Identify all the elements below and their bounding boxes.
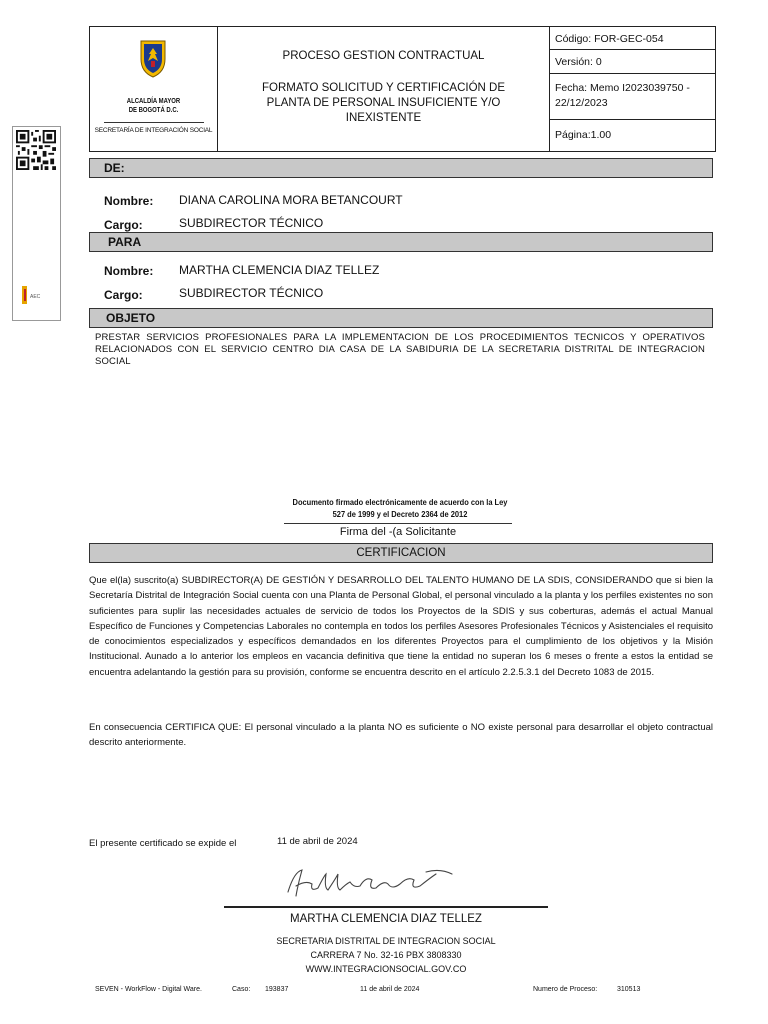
alcaldia-label: ALCALDÍA MAYOR DE BOGOTÁ D.C. <box>126 98 181 114</box>
para-nombre-label: Nombre: <box>104 264 154 278</box>
meta-cell <box>550 27 715 151</box>
qr-code-icon <box>16 130 56 170</box>
bogota-coat-of-arms-icon <box>138 39 168 79</box>
logo-divider <box>104 122 204 123</box>
signatory-line <box>224 906 548 908</box>
signatory-address: CARRERA 7 No. 32-16 PBX 3808330 <box>310 950 462 960</box>
logo-cell <box>90 27 218 151</box>
process-title: PROCESO GESTION CONTRACTUAL <box>282 50 485 62</box>
signature-line <box>284 523 512 524</box>
version-field: Versión: 0 <box>550 50 715 74</box>
signatory-web: WWW.INTEGRACIONSOCIAL.GOV.CO <box>305 964 467 974</box>
footer-system: SEVEN - WorkFlow - Digital Ware. <box>95 986 202 993</box>
bogota-logo-icon <box>20 284 50 308</box>
de-section-bar: DE: <box>89 158 713 178</box>
para-nombre-value: MARTHA CLEMENCIA DIAZ TELLEZ <box>179 263 380 277</box>
de-nombre-value: DIANA CAROLINA MORA BETANCOURT <box>179 193 403 207</box>
de-nombre-label: Nombre: <box>104 194 154 208</box>
objeto-section-bar: OBJETO <box>89 308 713 328</box>
para-section-bar: PARA <box>89 232 713 252</box>
de-cargo-label: Cargo: <box>104 218 143 232</box>
footer-proceso: 310513 <box>617 986 641 993</box>
de-cargo-value: SUBDIRECTOR TÉCNICO <box>179 216 324 230</box>
certificacion-paragraph-2: En consecuencia CERTIFICA QUE: El personal vinculado a la planta NO es suficiente o NO existe personal para desarrollar el objeto contractual descrito anteriormente. <box>89 722 713 749</box>
signatory-org: SECRETARIA DISTRITAL DE INTEGRACION SOCIAL <box>276 936 496 946</box>
pagina-field: Página:1.00 <box>555 129 612 141</box>
footer-date: 11 de abril de 2024 <box>360 986 420 993</box>
footer-proceso-label: Numero de Proceso: <box>533 986 598 993</box>
footer-caso: 193837 <box>265 986 289 993</box>
document-header <box>89 26 716 152</box>
handwritten-signature <box>280 862 460 902</box>
objeto-text: PRESTAR SERVICIOS PROFESIONALES PARA LA IMPLEMENTACION DE LOS PROCEDIMIENTOS TECNICOS Y OPERATIVOS RELACIONADOS CON EL SERVICIO CENTRO DIA CASA DE LA SABIDURIA DE LA SECRETARIA DISTRITAL DE INTEGRACION SOCIAL <box>95 332 705 367</box>
certificacion-section-bar: CERTIFICACION <box>89 543 713 563</box>
secretaria-label: SECRETARÍA DE INTEGRACIÓN SOCIAL <box>94 127 213 134</box>
electronic-signature-note: Documento firmado electrónicamente de acuerdo con la Ley 527 de 1999 y el Decreto 2364 de 2012 <box>292 497 508 519</box>
verification-stamp <box>12 126 61 321</box>
signatory-name: MARTHA CLEMENCIA DIAZ TELLEZ <box>290 913 482 925</box>
expide-label: El presente certificado se expide el <box>89 838 237 849</box>
footer-caso-label: Caso: <box>232 986 251 993</box>
expide-date: 11 de abril de 2024 <box>277 836 358 847</box>
para-cargo-label: Cargo: <box>104 288 143 302</box>
codigo-field: Código: FOR-GEC-054 <box>550 27 715 50</box>
certificacion-paragraph-1: Que el(la) suscrito(a) SUBDIRECTOR(A) DE GESTIÓN Y DESARROLLO DEL TALENTO HUMANO DE LA SDIS, CONSIDERANDO que si bien la Secretaría Distrital de Integración Social cuenta con una Planta de Personal Global, el personal vinculado a la planta y los perfiles existentes no son suficientes para suplir las necesidades actuales de servicio de todos los Proyectos de la SDIS y sus coberturas, además el actual Manual Específico de Funciones y Competencias Laborales no contempla en todos los perfiles Asesores Profesionales Técnicos y Asistenciales el requisito de conocimientos especializados y específicos demandados en los diferentes Proyectos para el cumplimiento de los objetivos y la Misión Institucional. Aunado a lo anterior los empleos en vacancia definitiva que tiene la entidad no superan los 6 meses o frente a estos la entidad se encuentra adelantando la gestión para su provisión, conforme se encuentra descrito en el artículo 2.2.5.3.1 del Decreto 1083 de 2015. <box>89 575 713 678</box>
para-cargo-value: SUBDIRECTOR TÉCNICO <box>179 286 324 300</box>
fecha-field: Fecha: Memo I2023039750 - 22/12/2023 <box>550 74 715 120</box>
svg-text:AEC: AEC <box>30 294 41 300</box>
format-title: FORMATO SOLICITUD Y CERTIFICACIÓN DE PLANTA DE PERSONAL INSUFICIENTE Y/O INEXISTENTE <box>261 82 506 124</box>
title-cell <box>218 27 550 151</box>
firma-solicitante-label: Firma del -(a Solicitante <box>339 526 457 538</box>
